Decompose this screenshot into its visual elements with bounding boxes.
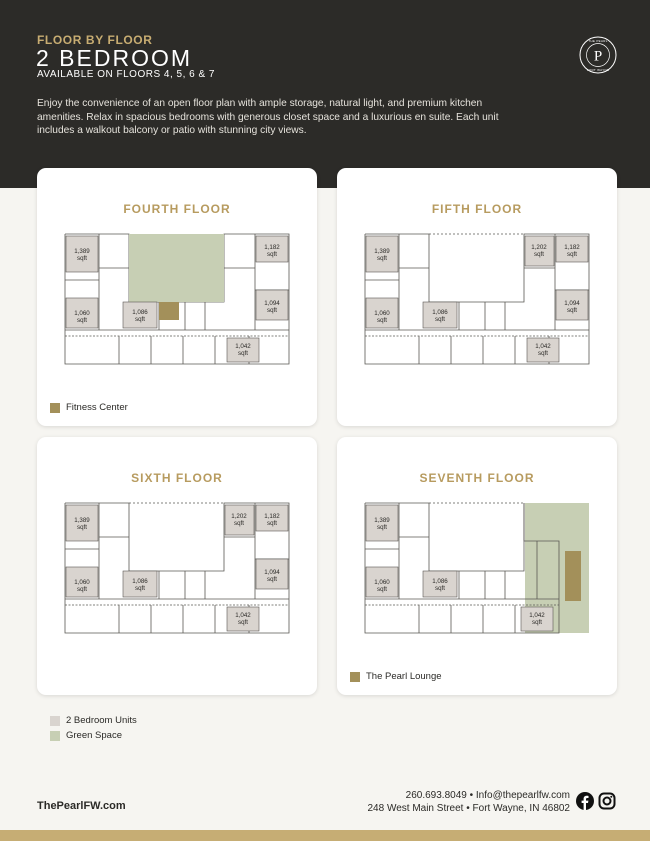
unit-size-label: 1,086: [432, 578, 448, 585]
instagram-icon[interactable]: [598, 792, 616, 810]
unit-sqft-label: sqft: [267, 520, 277, 527]
card-fifth-floor: [337, 168, 617, 426]
unit-sqft-label: sqft: [435, 316, 445, 323]
unit-sqft-label: sqft: [234, 520, 244, 527]
legend-units: [50, 715, 137, 726]
unit-size-label: 1,086: [132, 578, 148, 585]
unit-size-label: 1,202: [231, 513, 247, 520]
unit-sqft-label: sqft: [77, 255, 87, 262]
unit-sqft-label: sqft: [267, 576, 277, 583]
floor-title: SIXTH FLOOR: [131, 471, 223, 485]
unit-size-label: 1,060: [74, 310, 90, 317]
unit-sqft-label: sqft: [77, 586, 87, 593]
card-seventh-floor: [337, 437, 617, 695]
floor-title: FOURTH FLOOR: [123, 202, 231, 216]
separator: •: [466, 802, 470, 814]
unit-sqft-label: sqft: [538, 350, 548, 357]
bottom-accent-bar: [0, 830, 650, 841]
floors-availability: AVAILABLE ON FLOORS 4, 5, 6 & 7: [37, 69, 215, 80]
separator: •: [469, 790, 474, 801]
floor-plan-sixth: [59, 501, 295, 635]
unit-size-label: 1,086: [432, 309, 448, 316]
unit-size-label: 1,060: [374, 579, 390, 586]
green-swatch: [50, 731, 60, 741]
unit-size-label: 1,042: [535, 343, 551, 350]
fitness-center-legend: [50, 402, 128, 413]
unit-size-label: 1,060: [374, 310, 390, 317]
unit-sqft-label: sqft: [135, 585, 145, 592]
units-swatch: [50, 716, 60, 726]
legend-green: [50, 730, 122, 741]
unit-sqft-label: sqft: [135, 316, 145, 323]
unit-sqft-label: sqft: [377, 586, 387, 593]
floor-title: SEVENTH FLOOR: [419, 471, 535, 485]
units-legend-label: 2 Bedroom Units: [66, 715, 137, 726]
facebook-icon[interactable]: [576, 792, 594, 810]
unit-sqft-label: sqft: [238, 350, 248, 357]
fitness-center-label: Fitness Center: [66, 402, 128, 413]
unit-sqft-label: sqft: [77, 524, 87, 531]
card-sixth-floor: [37, 437, 317, 695]
unit-sqft-label: sqft: [534, 251, 544, 258]
svg-text:THE PEARL: THE PEARL: [588, 39, 608, 44]
email-link[interactable]: Info@thepearlfw.com: [475, 790, 570, 801]
unit-sqft-label: sqft: [435, 585, 445, 592]
header-band: [0, 0, 650, 188]
intro-paragraph: Enjoy the convenience of an open floor plan with ample storage, natural light, and premium kitchen amenities. Relax in spacious bedrooms with generous closet space and a luxurious en suite. Each unit includes a walkout balcony or patio with stunning city views.: [37, 98, 499, 136]
contact-block: [367, 790, 570, 815]
floor-plan-fourth: [59, 232, 295, 366]
fitness-center-area: [159, 302, 179, 320]
unit-size-label: 1,389: [374, 248, 390, 255]
unit-sqft-label: sqft: [77, 317, 87, 324]
pearl-lounge-label: The Pearl Lounge: [366, 671, 442, 682]
pearl-lounge-area: [565, 551, 581, 601]
svg-text:P: P: [593, 48, 603, 65]
floor-plan-fifth: [359, 232, 595, 366]
unit-sqft-label: sqft: [267, 251, 277, 258]
green-space-area: [129, 234, 224, 302]
unit-size-label: 1,086: [132, 309, 148, 316]
pearl-lounge-swatch: [350, 672, 360, 682]
green-legend-label: Green Space: [66, 730, 122, 741]
floor-title: FIFTH FLOOR: [431, 202, 523, 216]
street-address: 248 West Main Street: [367, 802, 464, 814]
fitness-center-swatch: [50, 403, 60, 413]
eyebrow-label: FLOOR BY FLOOR: [37, 33, 153, 47]
city-address: Fort Wayne, IN 46802: [472, 802, 570, 814]
unit-size-label: 1,094: [564, 300, 580, 307]
website-link[interactable]: ThePearlFW.com: [37, 800, 126, 812]
unit-size-label: 1,042: [235, 343, 251, 350]
unit-size-label: 1,182: [564, 244, 580, 251]
unit-sqft-label: sqft: [267, 307, 277, 314]
unit-size-label: 1,042: [529, 612, 545, 619]
unit-size-label: 1,182: [264, 513, 280, 520]
unit-sqft-label: sqft: [532, 619, 542, 626]
unit-size-label: 1,042: [235, 612, 251, 619]
pearl-lounge-legend: [350, 671, 442, 682]
unit-sqft-label: sqft: [238, 619, 248, 626]
phone-number[interactable]: 260.693.8049: [405, 790, 467, 801]
unit-size-label: 1,094: [264, 569, 280, 576]
unit-size-label: 1,060: [74, 579, 90, 586]
unit-size-label: 1,182: [264, 244, 280, 251]
unit-sqft-label: sqft: [377, 317, 387, 324]
unit-size-label: 1,389: [74, 248, 90, 255]
pearl-logo: [579, 36, 617, 74]
card-fourth-floor: [37, 168, 317, 426]
unit-sqft-label: sqft: [567, 307, 577, 314]
unit-size-label: 1,389: [74, 517, 90, 524]
unit-sqft-label: sqft: [377, 524, 387, 531]
unit-size-label: 1,202: [531, 244, 547, 251]
unit-size-label: 1,389: [374, 517, 390, 524]
page-title: 2 BEDROOM: [36, 45, 193, 71]
svg-text:FORT WAYNE: FORT WAYNE: [586, 67, 610, 72]
floor-plan-seventh: [359, 501, 595, 635]
unit-sqft-label: sqft: [377, 255, 387, 262]
unit-sqft-label: sqft: [567, 251, 577, 258]
unit-size-label: 1,094: [264, 300, 280, 307]
